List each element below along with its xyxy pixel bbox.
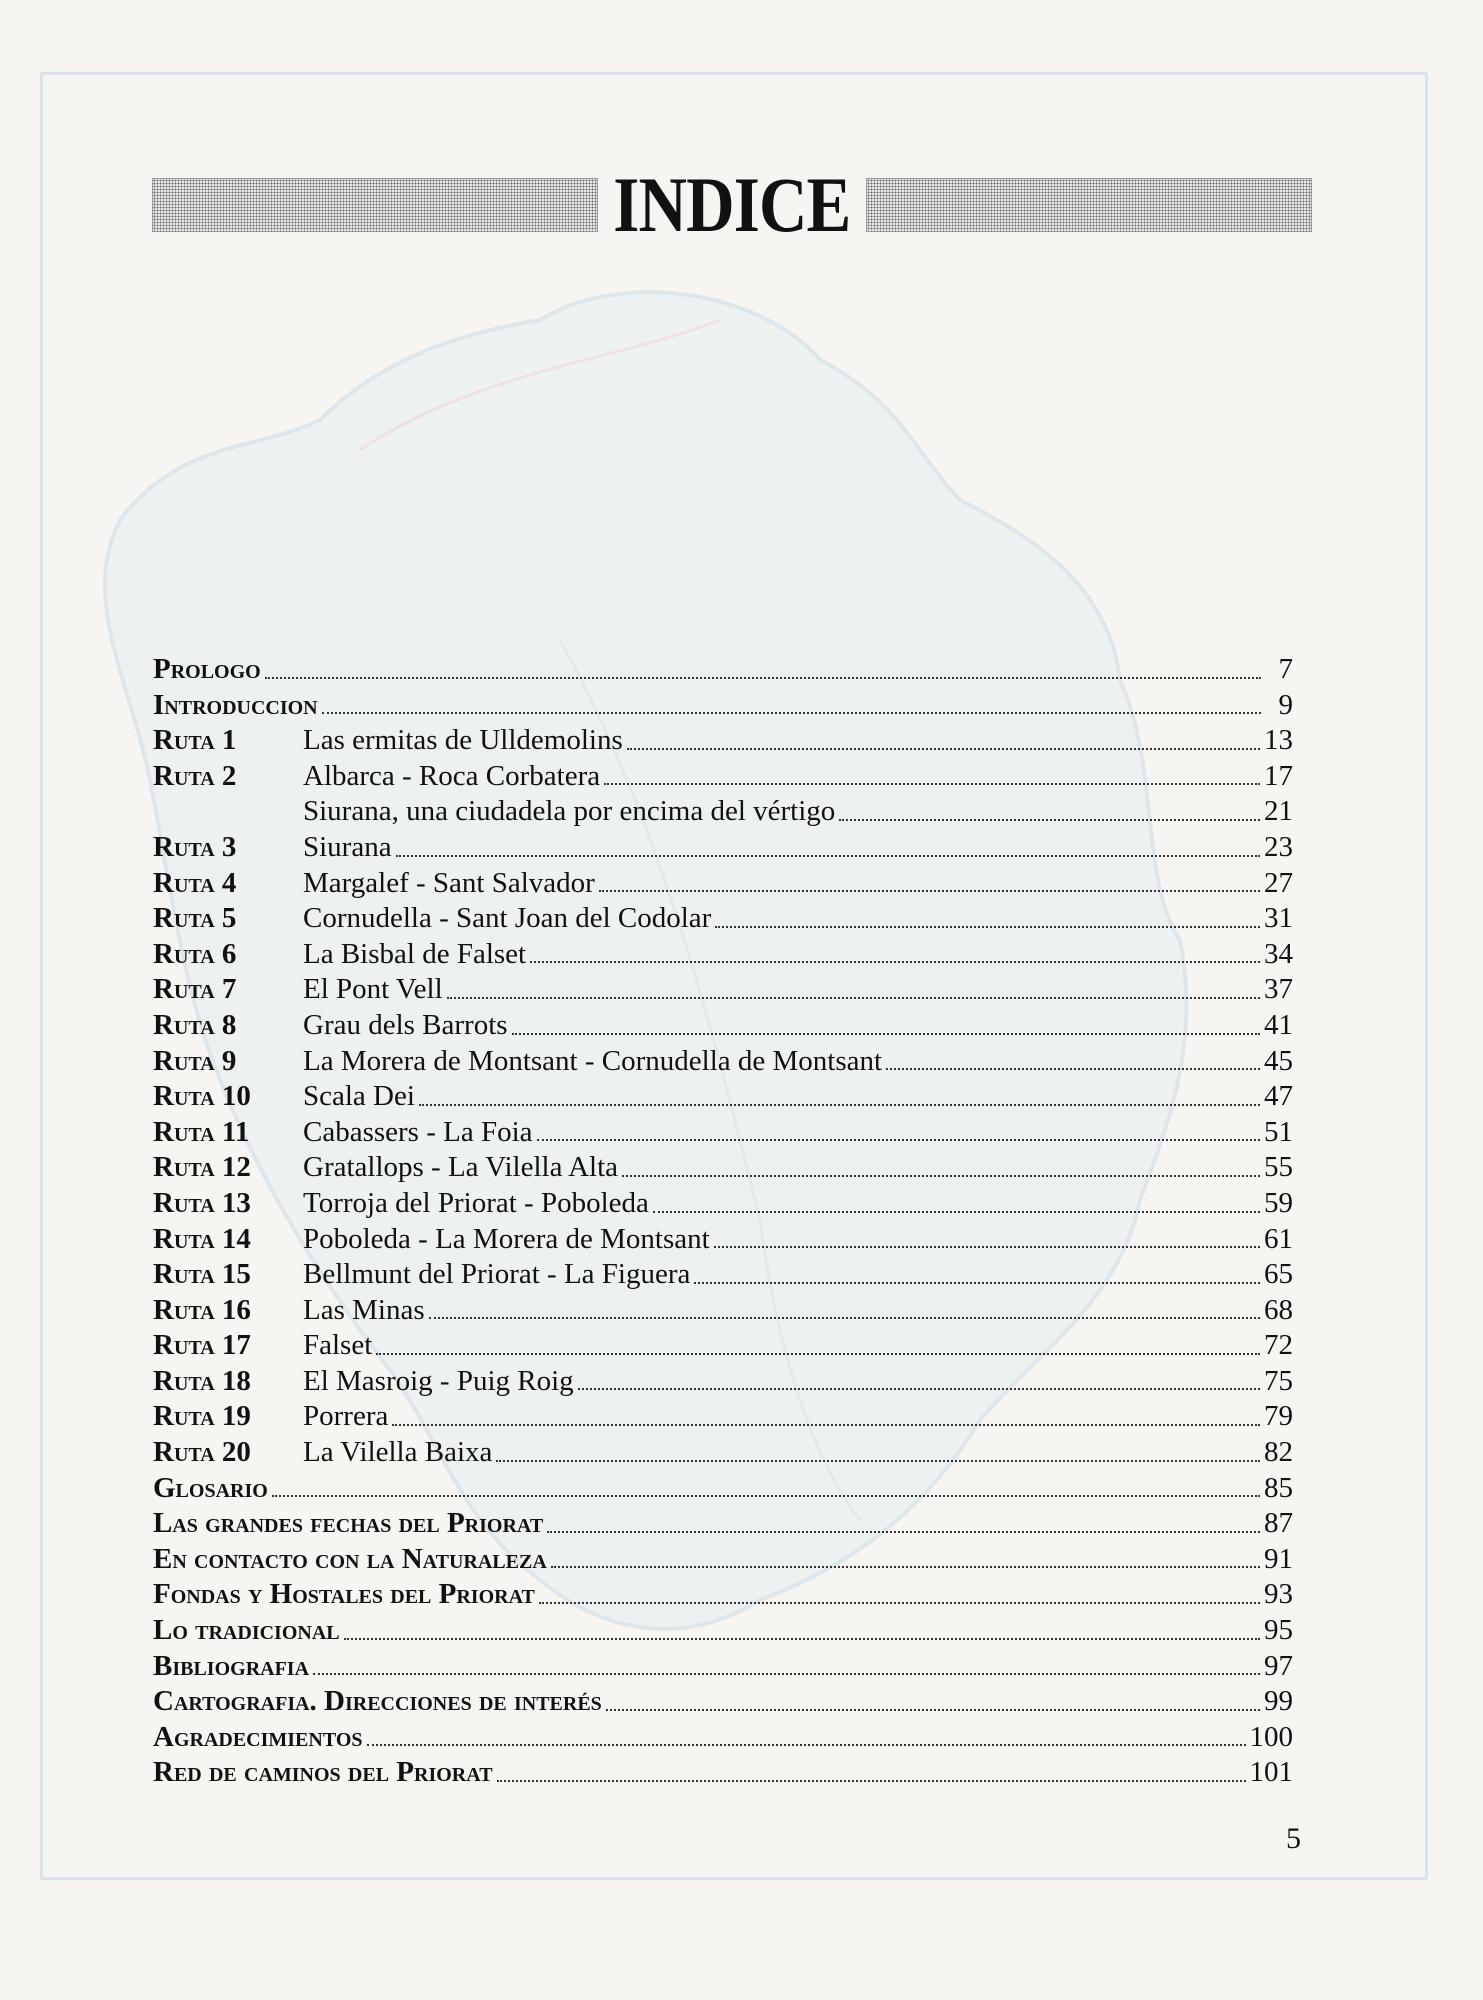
toc-entry[interactable]	[153, 652, 1293, 688]
toc-route-number: Ruta 3	[153, 830, 237, 863]
toc-section-label: Glosario	[153, 1471, 268, 1504]
page-title: INDICE	[613, 161, 851, 248]
dot-leader	[551, 1565, 1260, 1568]
toc-entry[interactable]	[153, 1222, 1293, 1258]
toc-entry[interactable]	[153, 1649, 1293, 1685]
toc-route-title: La Vilella Baixa	[303, 1436, 493, 1469]
toc-page-number: 23	[1264, 830, 1293, 863]
toc-route-number: Ruta 18	[153, 1364, 251, 1397]
toc-entry[interactable]	[153, 830, 1293, 866]
toc-route-title: Cabassers - La Foia	[303, 1115, 533, 1148]
toc-route-title: La Bisbal de Falset	[303, 937, 527, 970]
toc-route-number: Ruta 13	[153, 1186, 251, 1219]
toc-page-number: 95	[1264, 1614, 1293, 1647]
toc-route-number: Ruta 2	[153, 759, 237, 792]
dot-leader	[530, 960, 1260, 963]
dot-leader	[313, 1672, 1260, 1675]
toc-page-number: 68	[1264, 1293, 1293, 1326]
toc-page-number: 7	[1278, 653, 1293, 685]
toc-section-label: Agradecimientos	[153, 1720, 363, 1753]
toc-page-number: 13	[1264, 724, 1293, 757]
toc-route-number: Ruta 6	[153, 937, 237, 970]
dot-leader	[512, 1032, 1260, 1035]
dot-leader	[419, 1103, 1260, 1106]
dot-leader	[715, 925, 1260, 928]
title-hatch-right	[866, 178, 1312, 232]
dot-leader	[429, 1316, 1260, 1319]
toc-section-label: En contacto con la Naturaleza	[153, 1542, 547, 1575]
toc-route-number: Ruta 1	[153, 724, 237, 757]
dot-leader	[653, 1210, 1260, 1213]
toc-entry[interactable]	[153, 1684, 1293, 1720]
toc-page-number: 27	[1264, 866, 1293, 899]
toc-entry[interactable]	[153, 1720, 1293, 1756]
toc-section-label: Lo tradicional	[153, 1614, 340, 1647]
toc-entry[interactable]	[153, 1435, 1293, 1471]
toc-route-title: Poboleda - La Morera de Montsant	[303, 1222, 710, 1255]
toc-entry[interactable]	[153, 937, 1293, 973]
toc-page-number: 31	[1264, 902, 1293, 935]
toc-route-title: Falset	[303, 1329, 373, 1362]
toc-entry[interactable]	[153, 1577, 1293, 1613]
toc-page-number: 99	[1264, 1685, 1293, 1718]
dot-leader	[376, 1352, 1260, 1355]
dot-leader	[547, 1530, 1260, 1533]
toc-route-number: Ruta 14	[153, 1222, 251, 1255]
toc-page-number: 79	[1264, 1400, 1293, 1433]
toc-entry[interactable]	[153, 1471, 1293, 1507]
toc-page-number: 87	[1264, 1507, 1293, 1540]
dot-leader	[392, 1423, 1260, 1426]
toc-page-number: 51	[1264, 1115, 1293, 1148]
dot-leader	[396, 854, 1260, 857]
toc-route-title: Las ermitas de Ulldemolins	[303, 724, 623, 757]
dot-leader	[265, 676, 1261, 679]
toc-entry[interactable]	[153, 1293, 1293, 1329]
toc-page-number: 65	[1264, 1258, 1293, 1291]
title-hatch-left	[152, 178, 598, 232]
dot-leader	[537, 1138, 1260, 1141]
toc-page-number: 37	[1264, 973, 1293, 1006]
toc-route-number: Ruta 12	[153, 1151, 251, 1184]
toc-route-title: Margalef - Sant Salvador	[303, 866, 595, 899]
toc-entry[interactable]	[153, 1150, 1293, 1186]
dot-leader	[272, 1494, 1260, 1497]
toc-section-label: Bibliografia	[153, 1649, 310, 1682]
toc-entry[interactable]	[153, 972, 1293, 1008]
dot-leader	[694, 1281, 1260, 1284]
toc-page-number: 61	[1264, 1222, 1293, 1255]
toc-page-number: 17	[1264, 759, 1293, 792]
toc-route-number: Ruta 8	[153, 1008, 237, 1041]
toc-route-number: Ruta 10	[153, 1080, 251, 1113]
toc-entry[interactable]	[153, 723, 1293, 759]
toc-page-number: 85	[1264, 1471, 1293, 1504]
toc-section-label: Prologo	[153, 653, 261, 685]
toc-entry[interactable]	[153, 901, 1293, 937]
toc-page-number: 72	[1264, 1329, 1293, 1362]
toc-page-number: 101	[1249, 1756, 1293, 1789]
toc-page-number: 55	[1264, 1151, 1293, 1184]
dot-leader	[886, 1067, 1260, 1070]
toc-entry[interactable]	[153, 1257, 1293, 1293]
toc-route-title: Bellmunt del Priorat - La Figuera	[303, 1258, 691, 1291]
dot-leader	[839, 818, 1260, 821]
toc-entry[interactable]	[153, 1328, 1293, 1364]
toc-page-number: 91	[1264, 1542, 1293, 1575]
toc-entry[interactable]	[153, 759, 1293, 795]
toc-section-label: Cartografia. Direcciones de interés	[153, 1685, 602, 1718]
dot-leader	[322, 711, 1261, 714]
toc-page-number: 97	[1264, 1649, 1293, 1682]
toc-entry[interactable]	[153, 1506, 1293, 1542]
dot-leader	[539, 1601, 1260, 1604]
toc-route-title: Siurana	[303, 830, 392, 863]
toc-route-number: Ruta 16	[153, 1293, 251, 1326]
toc-route-title: Gratallops - La Vilella Alta	[303, 1151, 619, 1184]
toc-entry[interactable]	[153, 794, 1293, 830]
toc-page-number: 41	[1264, 1008, 1293, 1041]
toc-route-number: Ruta 17	[153, 1329, 251, 1362]
dot-leader	[606, 1708, 1260, 1711]
dot-leader	[714, 1245, 1260, 1248]
dot-leader	[496, 1459, 1260, 1462]
toc-page-number: 59	[1264, 1186, 1293, 1219]
toc-page-number: 82	[1264, 1436, 1293, 1469]
toc-route-title: Cornudella - Sant Joan del Codolar	[303, 902, 712, 935]
toc-route-title: Albarca - Roca Corbatera	[303, 759, 601, 792]
toc-section-label: Red de caminos del Priorat	[153, 1756, 493, 1789]
title-bar	[152, 161, 1312, 248]
toc-route-number: Ruta 11	[153, 1115, 250, 1148]
toc-route-number: Ruta 5	[153, 902, 237, 935]
toc-route-number: Ruta 19	[153, 1400, 251, 1433]
toc-page-number: 93	[1264, 1578, 1293, 1611]
toc-route-title: Torroja del Priorat - Poboleda	[303, 1186, 649, 1219]
toc-entry[interactable]	[153, 866, 1293, 902]
toc-route-number: Ruta 4	[153, 866, 237, 899]
toc-page-number: 75	[1264, 1364, 1293, 1397]
toc-entry[interactable]	[153, 1079, 1293, 1115]
toc-entry[interactable]	[153, 1364, 1293, 1400]
toc-entry[interactable]	[153, 1044, 1293, 1080]
dot-leader	[627, 747, 1260, 750]
toc-section-label: Introduccion	[153, 688, 318, 721]
toc-entry[interactable]	[153, 688, 1293, 724]
toc-entry[interactable]	[153, 1613, 1293, 1649]
toc-route-number: Ruta 9	[153, 1044, 237, 1077]
toc-page-number: 100	[1249, 1720, 1293, 1753]
dot-leader	[604, 782, 1260, 785]
dot-leader	[367, 1743, 1246, 1746]
toc-route-title: Las Minas	[303, 1293, 425, 1326]
toc-entry[interactable]	[153, 1542, 1293, 1578]
toc-route-title: El Pont Vell	[303, 973, 443, 1006]
toc-page-number: 47	[1264, 1080, 1293, 1113]
page-number: 5	[1286, 1822, 1301, 1855]
dot-leader	[497, 1779, 1246, 1782]
toc-route-title: Scala Dei	[303, 1080, 415, 1113]
dot-leader	[599, 889, 1260, 892]
dot-leader	[578, 1387, 1260, 1390]
toc-entry[interactable]	[153, 1399, 1293, 1435]
toc-page-number: 21	[1264, 795, 1293, 828]
table-of-contents	[153, 652, 1293, 1791]
toc-entry[interactable]	[153, 1755, 1293, 1791]
toc-entry[interactable]	[153, 1186, 1293, 1222]
toc-entry[interactable]	[153, 1115, 1293, 1151]
toc-route-title: El Masroig - Puig Roig	[303, 1364, 574, 1397]
toc-section-label: Las grandes fechas del Priorat	[153, 1507, 544, 1540]
toc-route-title: Siurana, una ciudadela por encima del vértigo	[303, 795, 836, 828]
toc-route-title: Porrera	[303, 1400, 389, 1433]
dot-leader	[447, 996, 1260, 999]
dot-leader	[344, 1637, 1260, 1640]
toc-route-number: Ruta 20	[153, 1436, 251, 1469]
toc-page-number: 45	[1264, 1044, 1293, 1077]
toc-route-number: Ruta 15	[153, 1258, 251, 1291]
toc-page-number: 34	[1264, 937, 1293, 970]
toc-route-title: La Morera de Montsant - Cornudella de Montsant	[303, 1044, 883, 1077]
toc-section-label: Fondas y Hostales del Priorat	[153, 1578, 535, 1611]
toc-route-number: Ruta 7	[153, 973, 237, 1006]
toc-page-number: 9	[1278, 688, 1293, 721]
toc-route-title: Grau dels Barrots	[303, 1008, 508, 1041]
dot-leader	[622, 1174, 1260, 1177]
toc-entry[interactable]	[153, 1008, 1293, 1044]
